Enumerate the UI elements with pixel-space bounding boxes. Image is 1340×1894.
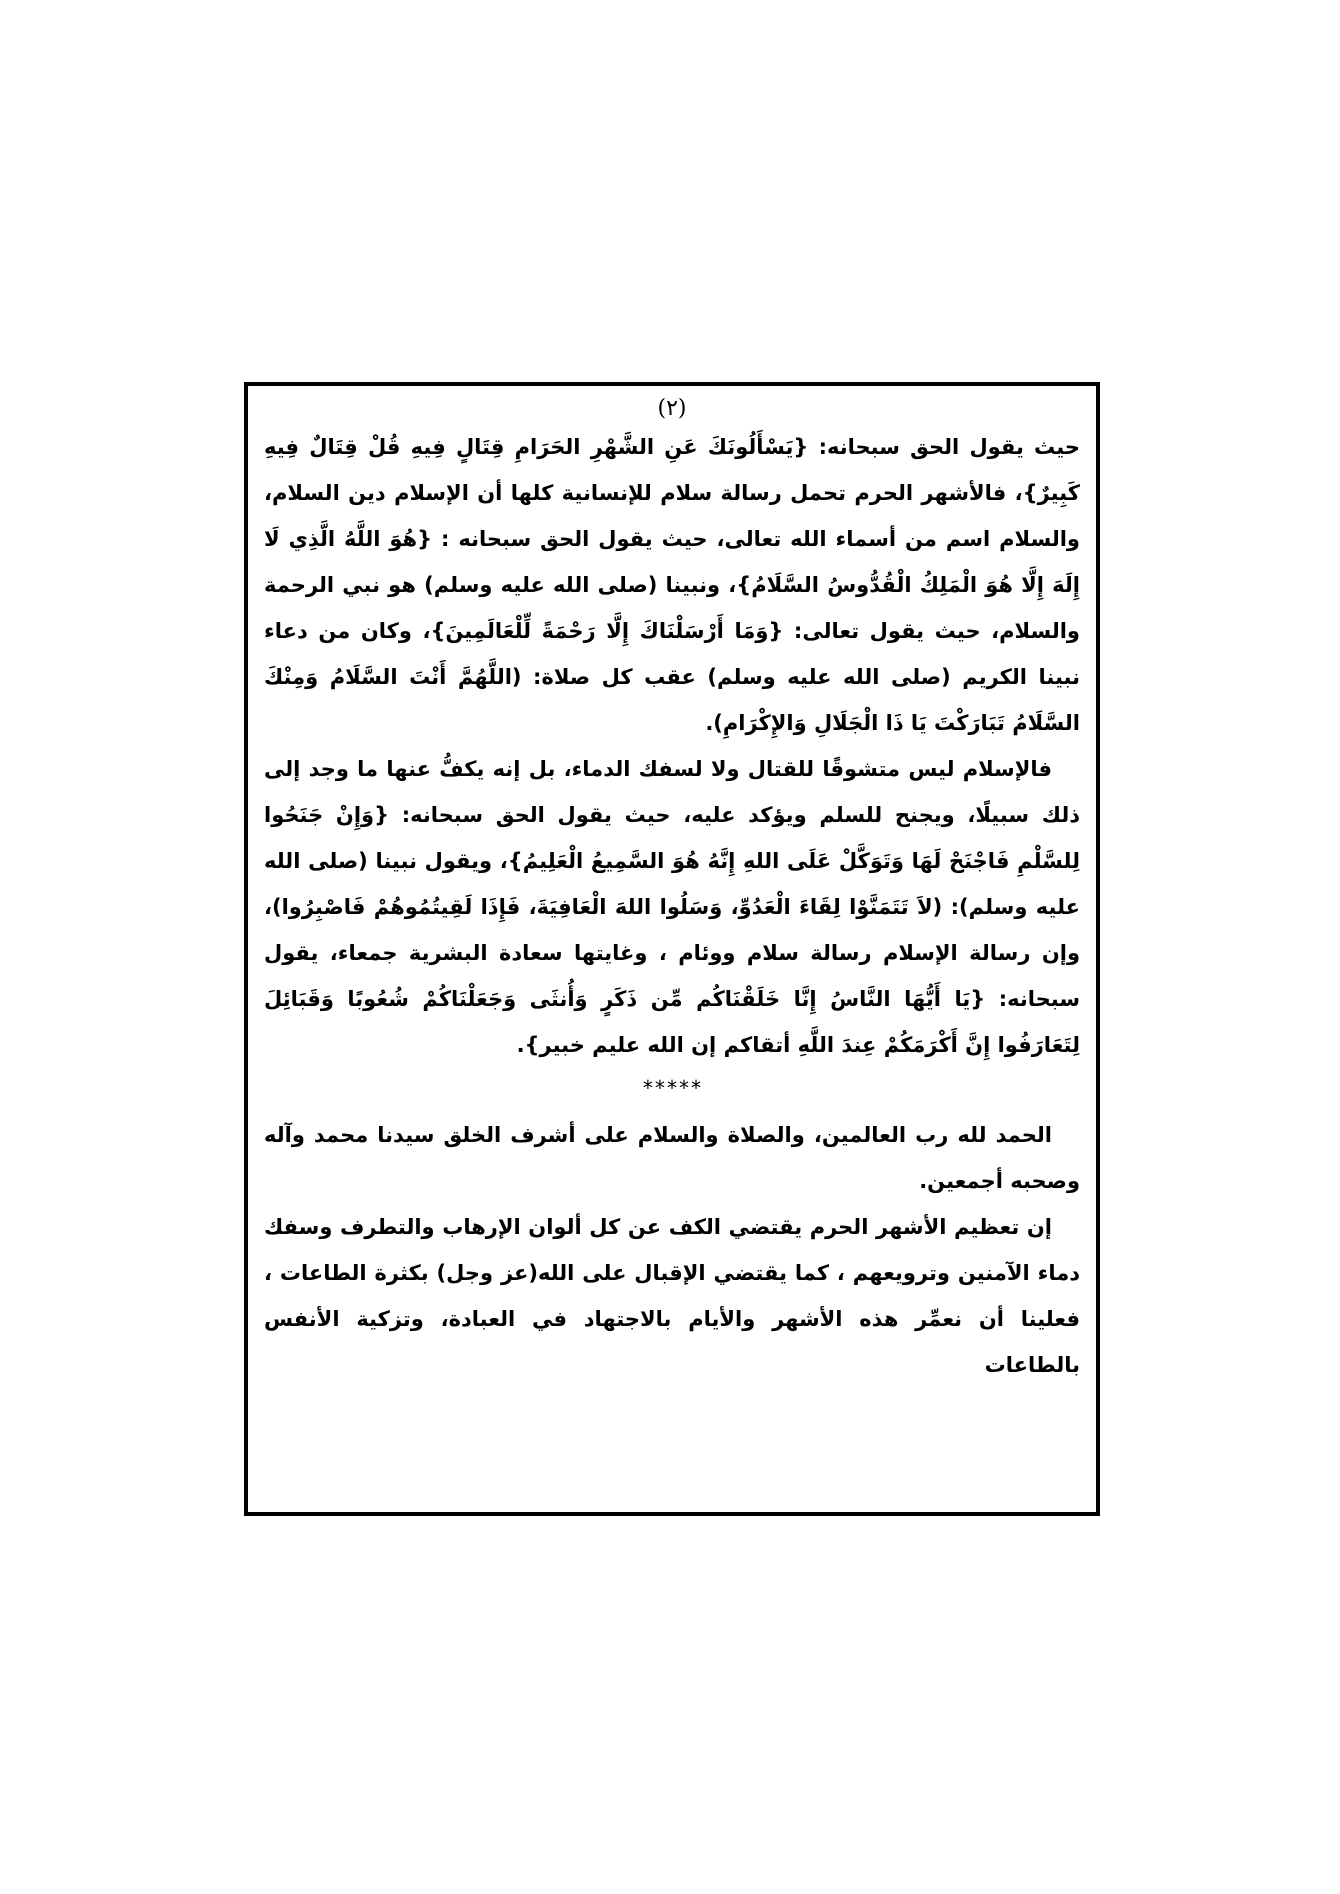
paragraph-peace-message: حيث يقول الحق سبحانه: {يَسْأَلُونَكَ عَنِ الشَّهْرِ الحَرَامِ قِتَالٍ فِيهِ قُلْ قِتَالٌ فِيهِ كَبِيرٌ}، فالأشهر الحرم تحمل رسالة سلام للإنسانية كلها أن الإسلام دين السلام، والسلام اسم من أسماء الله تعالى، حيث يقول الحق سبحانه : {هُوَ اللَّهُ الَّذِي لَا إِلَهَ إِلَّا هُوَ الْمَلِكُ الْقُدُّوسُ السَّلَامُ}، ونبينا (صلى الله عليه وسلم) هو نبي الرحمة والسلام، حيث يقول تعالى: {وَمَا أَرْسَلْنَاكَ إِلَّا رَحْمَةً لِّلْعَالَمِينَ}، وكان من دعاء نبينا الكريم (صلى الله عليه وسلم) عقب كل صلاة: (اللَّهُمَّ أَنْتَ السَّلَامُ وَمِنْكَ السَّلَامُ تَبَارَكْتَ يَا ذَا الْجَلَالِ وَالإِكْرَامِ). (264, 435, 1080, 735)
paragraph-honoring-sacred-months: إن تعظيم الأشهر الحرم يقتضي الكف عن كل ألوان الإرهاب والتطرف وسفك دماء الآمنين وترويعهم ، كما يقتضي الإقبال على الله(عز وجل) بكثرة الطاعات ، فعلينا أن نعمِّر هذه الأشهر والأيام بالاجتهاد في العبادة، وتزكية الأنفس بالطاعات (264, 1215, 1080, 1377)
page-frame (244, 382, 1100, 1516)
section-separator: ***** (641, 1076, 703, 1100)
page-number: (٢) (657, 396, 687, 421)
paragraph-praise: الحمد لله رب العالمين، والصلاة والسلام على أشرف الخلق سيدنا محمد وآله وصحبه أجمعين. (264, 1123, 1080, 1193)
paragraph-islam-not-seeking-war: فالإسلام ليس متشوقًا للقتال ولا لسفك الدماء، بل إنه يكفُّ عنها ما وجد إلى ذلك سبيلًا، ويجنح للسلم ويؤكد عليه، حيث يقول الحق سبحانه: {وَإِنْ جَنَحُوا لِلسَّلْمِ فَاجْنَحْ لَهَا وَتَوَكَّلْ عَلَى اللهِ إِنَّهُ هُوَ السَّمِيعُ الْعَلِيمُ}، ويقول نبينا (صلى الله عليه وسلم): (لاَ تَتَمَنَّوْا لِقَاءَ الْعَدُوِّ، وَسَلُوا اللهَ الْعَافِيَةَ، فَإِذَا لَقِيتُمُوهُمْ فَاصْبِرُوا)، وإن رسالة الإسلام رسالة سلام ووئام ، وغايتها سعادة البشرية جمعاء، يقول سبحانه: {يَا أَيُّهَا النَّاسُ إِنَّا خَلَقْنَاكُم مِّن ذَكَرٍ وَأُنثَى وَجَعَلْنَاكُمْ شُعُوبًا وَقَبَائِلَ لِتَعَارَفُوا إِنَّ أَكْرَمَكُمْ عِندَ اللَّهِ أتقاكم إن الله عليم خبير}. (264, 757, 1080, 1057)
